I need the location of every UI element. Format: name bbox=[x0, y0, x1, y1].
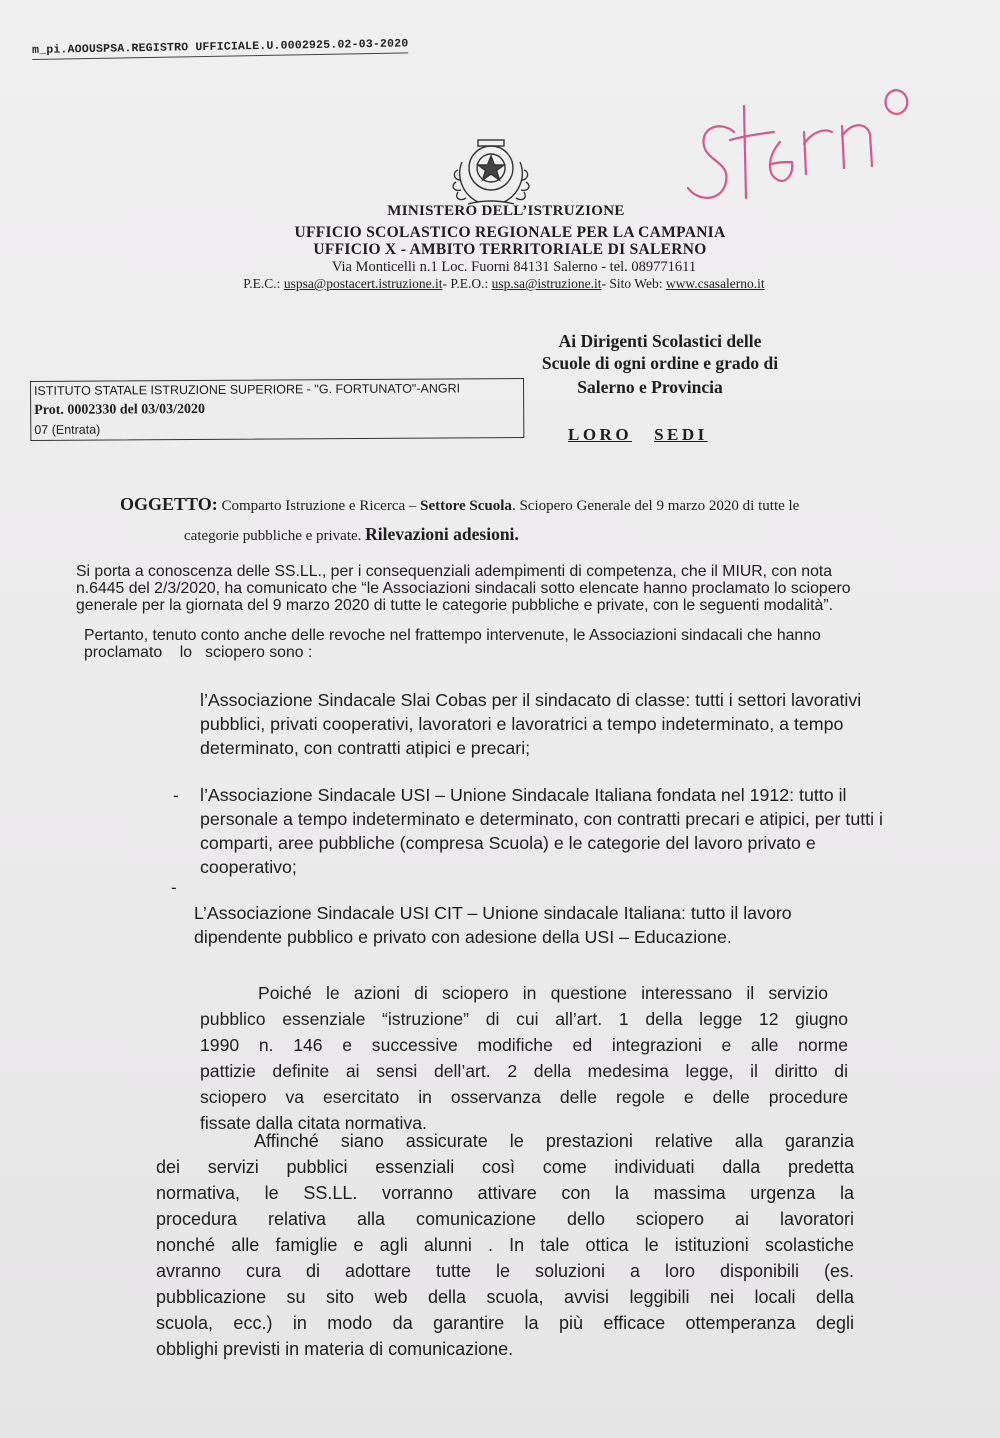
protocol-institute: ISTITUTO STATALE ISTRUZIONE SUPERIORE - "G. FORTUNATO"-ANGRI bbox=[34, 381, 461, 398]
office-x-title: UFFICIO X - AMBITO TERRITORIALE DI SALERNO bbox=[313, 241, 707, 258]
subject-line-2: categorie pubbliche e private. Rilevazioni adesioni. bbox=[184, 524, 519, 544]
peo-link[interactable]: usp.sa@istruzione.it bbox=[491, 276, 602, 291]
union-item-usi: l’Associazione Sindacale USI – Unione Sindacale Italiana fondata nel 1912: tutto il personale a tempo indeterminato e determinato, con contratti precari e atipici, per tutti i comparti, aree pubbliche (compresa Scuola) e le categorie del lavoro privato e cooperativo; bbox=[200, 785, 883, 877]
recipient-line-2: Scuole di ogni ordine e grado di bbox=[541, 353, 779, 373]
recipient-line-1: Ai Dirigenti Scolastici delle bbox=[558, 331, 762, 351]
protocol-number: Prot. 0002330 del 03/03/2020 bbox=[34, 401, 206, 418]
regional-office-title: UFFICIO SCOLASTICO REGIONALE PER LA CAMPANIA bbox=[294, 224, 726, 241]
list-dash: - bbox=[171, 878, 177, 897]
protocol-stamp bbox=[30, 378, 524, 441]
italian-republic-emblem-icon bbox=[448, 132, 534, 212]
ministry-title: MINISTERO DELL’ISTRUZIONE bbox=[387, 203, 625, 219]
handwritten-note bbox=[682, 70, 952, 220]
union-item-usi-cit: L’Associazione Sindacale USI CIT – Unione sindacale Italiana: tutto il lavoro dipendente pubblico e privato con adesione della USI – Educazione. bbox=[194, 903, 792, 947]
office-contacts: P.E.C.: uspsa@postacert.istruzione.it- P.E.O.: usp.sa@istruzione.it- Sito Web: www.csasalerno.it bbox=[243, 276, 765, 291]
intro-paragraph-2: Pertanto, tenuto conto anche delle revoche nel frattempo intervenute, le Associazioni sindacali che hanno proclamato lo sciopero sono : bbox=[84, 627, 821, 661]
registry-stamp: m_pi.AOOUSPSA.REGISTRO UFFICIALE.U.0002925.02-03-2020 bbox=[32, 37, 409, 60]
recipient-line-3: Salerno e Provincia bbox=[577, 377, 723, 397]
loro-sedi: LORO SEDI bbox=[568, 425, 708, 444]
protocol-type: 07 (Entrata) bbox=[34, 422, 101, 437]
office-address: Via Monticelli n.1 Loc. Fuorni 84131 Salerno - tel. 089771611 bbox=[331, 259, 697, 275]
list-dash: - bbox=[173, 786, 179, 805]
website-link[interactable]: www.csasalerno.it bbox=[665, 276, 765, 291]
union-item-slai-cobas: l’Associazione Sindacale Slai Cobas per il sindacato di classe: tutti i settori lavorativi pubblici, privati cooperativi, lavoratori e lavoratrici a tempo indeterminato, a tempo determinato, con contratti atipici e precari; bbox=[200, 690, 862, 758]
body-paragraph-2: Affinché siano assicurate le prestazioni relative alla garanzia dei servizi pubblici essenziali così come individuati dalla predetta normativa, le SS.LL. vorranno attivare con la massima urgenza la procedura relativa alla comunicazione dello sciopero ai lavoratori nonché alle famiglie e agli alunni . In tale ottica le istituzioni scolastiche avranno cura di adottare tutte le soluzioni a loro disponibili (es. pubblicazione su sito web della scuola, avvisi leggibili nei locali della scuola, ecc.) in modo da garantire la più efficace ottemperanza degli obblighi previsti in materia di comunicazione. bbox=[156, 1131, 854, 1359]
subject-line-1: OGGETTO: Comparto Istruzione e Ricerca – Settore Scuola. Sciopero Generale del 9 marzo 2020 di tutte le bbox=[120, 494, 800, 514]
pec-link[interactable]: uspsa@postacert.istruzione.it bbox=[283, 276, 443, 291]
intro-paragraph: Si porta a conoscenza delle SS.LL., per i consequenziali adempimenti di competenza, che il MIUR, con nota n.6445 del 2/3/2020, ha comunicato che “le Associazioni sindacali sotto elencate hanno proclamato lo sciopero generale per la giornata del 9 marzo 2020 di tutte le categorie pubbliche e private, con le seguenti modalità”. bbox=[76, 563, 851, 614]
body-paragraph-1: Poiché le azioni di sciopero in questione interessano il servizio pubblico essenziale “istruzione” di cui all’art. 1 della legge 12 giugno 1990 n. 146 e successive modifiche ed integrazioni e alle norme pattizie definite ai sensi dell’art. 2 della medesima legge, il diritto di sciopero va esercitato in osservanza delle regole e delle procedure fissate dalla citata normativa. bbox=[200, 983, 848, 1133]
